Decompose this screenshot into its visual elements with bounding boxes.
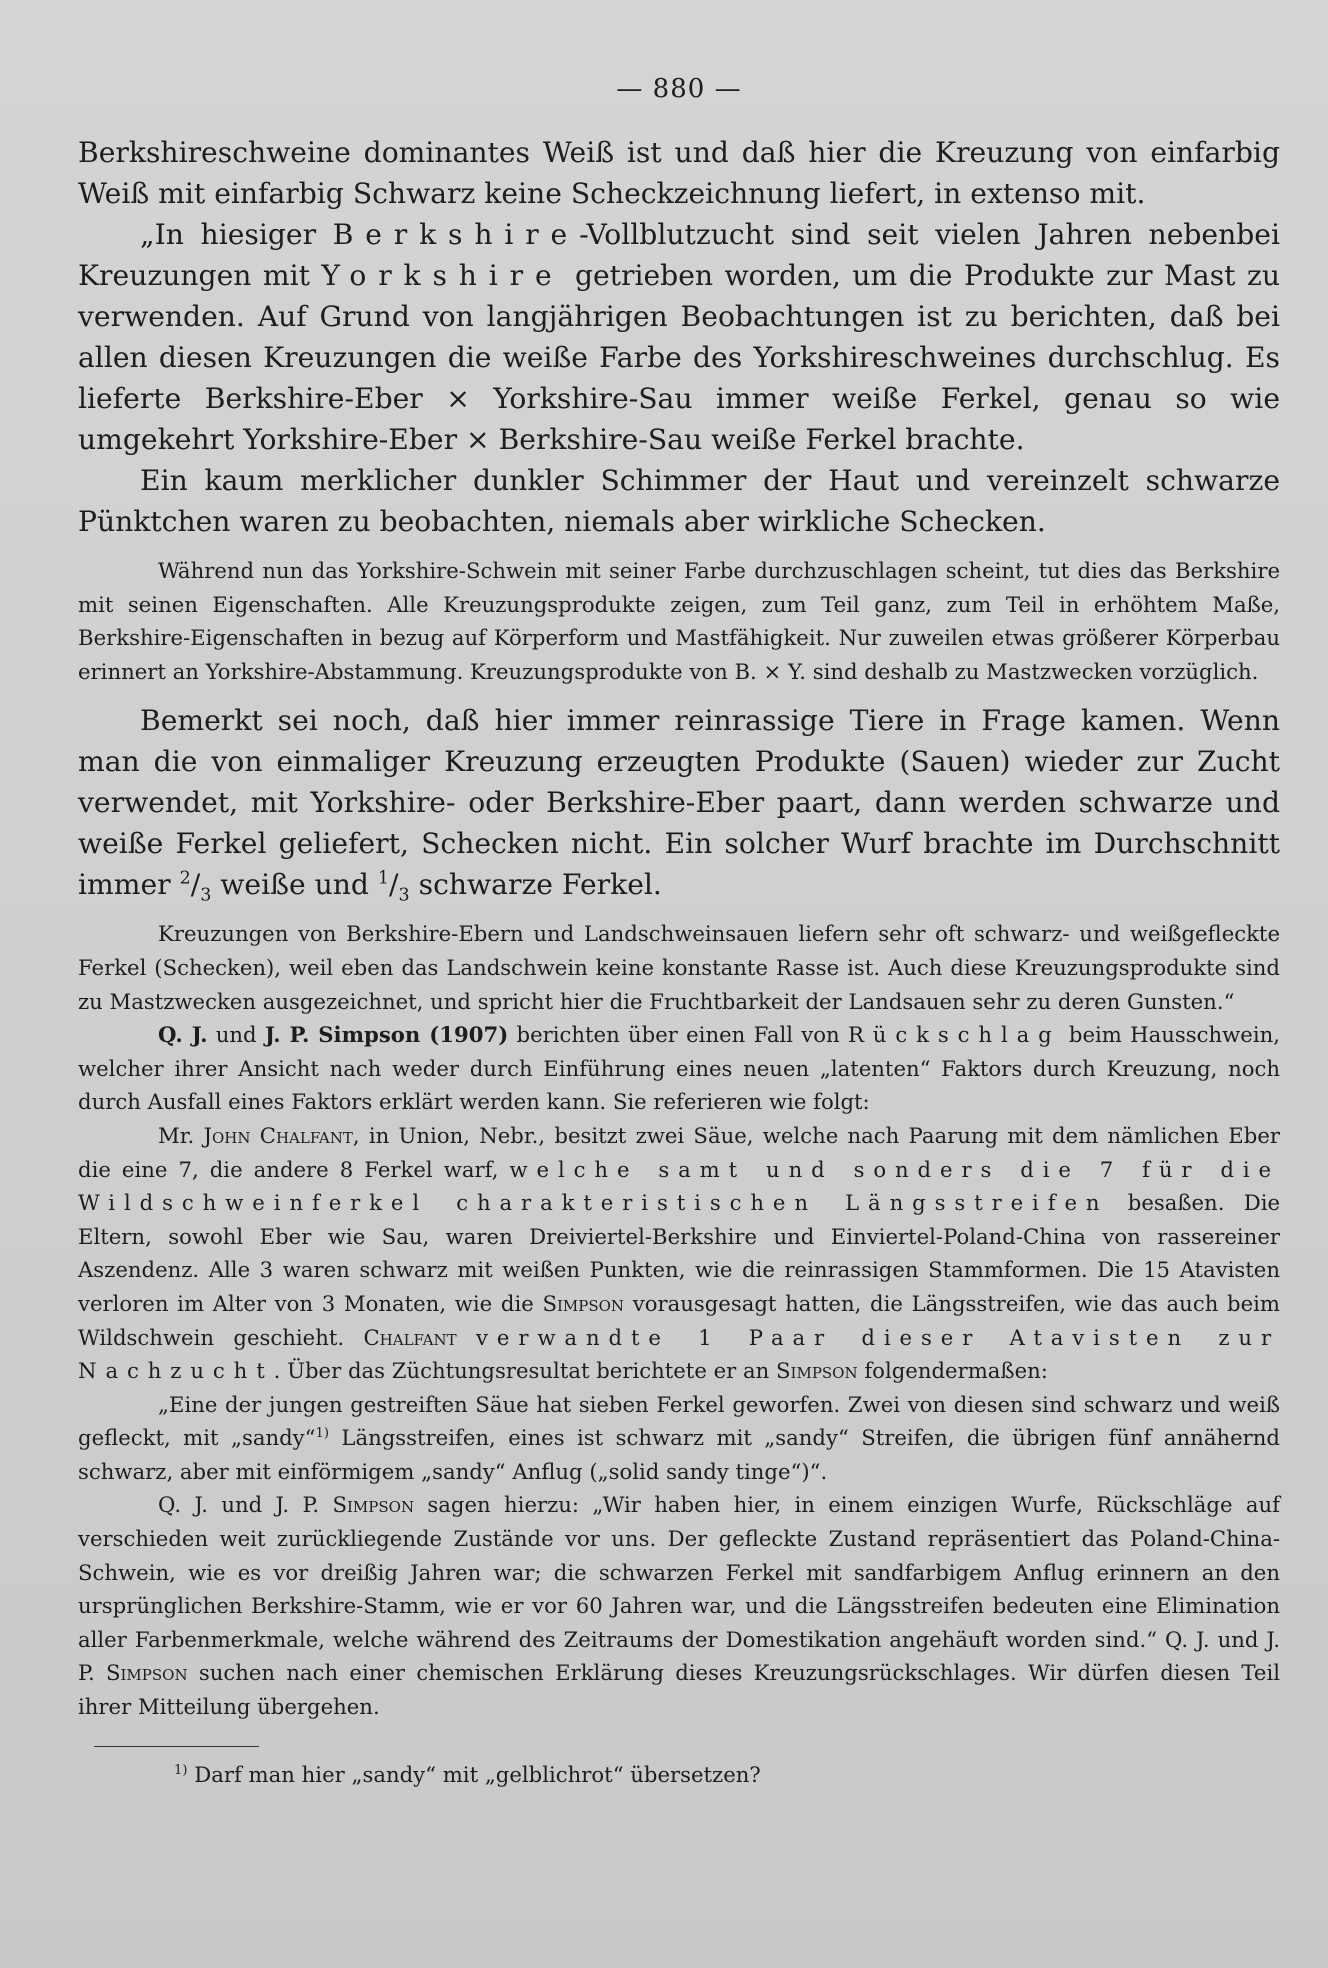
paragraph-9	[78, 1388, 1280, 1489]
spaced-word: Yorkshire	[321, 259, 564, 292]
paragraph-5: Bemerkt sei noch, daß hier immer reinrassige Tiere in Frage kamen. Wenn man die von einmaliger Kreuzung erzeugten Produkte (Sauen) wieder zur Zucht verwendet, mit Yorkshire- oder Berkshire-Eber paart, dann werden schwarze und weiße Ferkel geliefert, Schecken nicht. Ein solcher Wurf brachte im Durchschnitt immer $^2/_3$ weiße und $^1/_3$ schwarze Ferkel.	[78, 704, 1280, 907]
fraction-numerator: 1	[377, 868, 390, 889]
author-citation: J. P. Simpson (1907)	[264, 1022, 509, 1048]
text: und	[207, 1022, 265, 1048]
text: Bemerkt sei noch, daß hier immer reinrassige Tiere in Frage kamen. Wenn man die von einmaliger Kreuzung erzeugten Produkte (Sauen) wieder zur Zucht verwendet, mit Yorkshire- oder Berkshire-Eber paart, dann werden schwarze und weiße Ferkel geliefert, Schecken nicht. Ein solcher Wurf brachte im Durchschnitt immer	[78, 704, 1280, 902]
fraction-numerator: 2	[179, 868, 191, 889]
paragraph-6: Kreuzungen von Berkshire-Ebern und Landschweinsauen liefern sehr oft schwarz- und weißgefleckte Ferkel (Schecken), weil eben das Landschwein keine konstante Rasse ist. Auch diese Kreuzungsprodukte sind zu Mastzwecken ausgezeichnet, und spricht hier die Fruchtbarkeit der Landsauen sehr zu deren Gunsten.“	[78, 921, 1280, 1014]
paragraph-1: Berkshireschweine dominantes Weiß ist und daß hier die Kreuzung von einfarbig Weiß mit einfarbig Schwarz keine Scheckzeichnung liefert, in extenso mit.	[78, 136, 1280, 210]
paragraph-8	[78, 1119, 1280, 1388]
paragraph-4: Während nun das Yorkshire-Schwein mit seiner Farbe durchzuschlagen scheint, tut dies das Berkshire mit seinen Eigenschaften. Alle Kreuzungsprodukte zeigen, zum Teil ganz, zum Teil in erhöhtem Maße, Berkshire-Eigenschaften in bezug auf Körperform und Mastfähigkeit. Nur zuweilen etwas größerer Körperbau erinnert an Yorkshire-Abstammung. Kreuzungsprodukte von B. × Y. sind deshalb zu Mastzwecken vorzüglich.	[78, 558, 1280, 684]
person-name: Simpson	[776, 1358, 858, 1384]
person-name: Simpson	[105, 1660, 188, 1686]
author-name: Q. J.	[158, 1022, 208, 1048]
person-name: John Chalfant	[203, 1122, 353, 1148]
fraction-denominator: 3	[200, 886, 212, 907]
page-number: — 880 —	[616, 74, 742, 104]
fraction-denominator: 3	[398, 886, 410, 907]
text: Längsstreifen, eines ist schwarz mit „sandy“ Streifen, die übrigen fünf annähernd schwarz, aber mit einförmigem „sandy“ Anflug („solid sandy tinge“)“.	[78, 1425, 1280, 1484]
text: Mr.	[158, 1122, 204, 1148]
spaced-word: Rückschlag	[847, 1022, 1061, 1048]
text: Q. J. und J. P.	[158, 1492, 333, 1518]
text: . Über das Züchtungsresultat berichtete er an	[273, 1358, 777, 1384]
footnote-divider	[94, 1746, 259, 1747]
footnote-text: Darf man hier „sandy“ mit „gelblichrot“ übersetzen?	[187, 1761, 761, 1787]
text: „Eine der jungen gestreiften Säue hat sieben Ferkel geworfen. Zwei von diesen sind schwarz und weiß gefleckt, mit „sandy“	[78, 1391, 1280, 1451]
paragraph-3: Ein kaum merklicher dunkler Schimmer der Haut und vereinzelt schwarze Pünktchen waren zu beobachten, niemals aber wirkliche Schecken.	[78, 464, 1280, 538]
text: „In hiesiger	[140, 218, 333, 251]
spaced-word: Berkshire	[332, 218, 580, 251]
spaced-phrase: verwandte 1 Paar dieser Atavisten zur Nachzucht	[78, 1324, 1280, 1384]
text: schwarze Ferkel.	[409, 868, 662, 902]
spaced-phrase: welche samt und sonders die 7 für die Wildschweinferkel charakteristischen Längsstreifen	[78, 1156, 1280, 1216]
footnote-mark: 1)	[174, 1762, 188, 1778]
person-name: Chalfant	[363, 1324, 457, 1350]
text: folgendermaßen:	[857, 1358, 1048, 1384]
paragraph-7	[78, 1018, 1280, 1119]
text: vorausgesagt hatten, die Längsstreifen, wie das auch beim Wildschwein geschieht.	[78, 1290, 1280, 1350]
footnote	[78, 1759, 1280, 1791]
text: , in Union, Nebr., besitzt zwei Säue, welche nach Paarung mit dem nämlichen Eber die eine 7, die andere 8 Ferkel warf,	[78, 1122, 1280, 1182]
text: besaßen. Die Eltern, sowohl Eber wie Sau, waren Dreiviertel-Berkshire und Einviertel-Poland-China von rassereiner Aszendenz. Alle 3 waren schwarz mit weißen Punkten, wie die reinrassigen Stammformen. Die 15 Atavisten verloren im Alter von 3 Monaten, wie die	[78, 1190, 1281, 1316]
person-name: Simpson	[332, 1492, 415, 1518]
text: berichten über einen Fall von	[508, 1022, 848, 1048]
text: sagen hierzu: „Wir haben hier, in einem einzigen Wurfe, Rückschläge auf verschieden weit zurückliegende Zustände vor uns. Der gefleckte Zustand repräsentiert das Poland-China-Schwein, wie es vor dreißig Jahren war; die schwarzen Ferkel mit sandfarbigem Anflug erinnern an den ursprünglichen Berkshire-Stamm, wie er vor 60 Jahren war, und die Längsstreifen bedeuten eine Elimination aller Farbenmerkmale, welche während des Zeitraums der Domestikation angehäuft worden sind.“ Q. J. und J. P.	[78, 1492, 1280, 1686]
text: suchen nach einer chemischen Erklärung dieses Kreuzungsrückschlages. Wir dürfen diesen Teil ihrer Mitteilung übergehen.	[78, 1660, 1280, 1720]
text: beim Hausschwein, welcher ihrer Ansicht nach weder durch Einführung eines neuen „latenten“ Faktors durch Kreuzung, noch durch Ausfall eines Faktors erklärt werden kann. Sie referieren wie folgt:	[78, 1022, 1280, 1115]
paragraph-10	[78, 1488, 1280, 1723]
text: weiße und	[211, 868, 378, 902]
text: getrieben worden, um die Produkte zur Mast zu verwenden. Auf Grund von langjährigen Beobachtungen ist zu berichten, daß bei allen diesen Kreuzungen die weiße Farbe des Yorkshireschweines durchschlug. Es lieferte Berkshire-Eber × Yorkshire-Sau immer weiße Ferkel, genau so wie umgekehrt Yorkshire-Eber × Berkshire-Sau weiße Ferkel brachte.	[78, 259, 1280, 456]
footnote-ref: 1)	[315, 1426, 329, 1442]
text: -Vollblutzucht sind seit vielen Jahren nebenbei Kreuzungen mit	[78, 218, 1281, 292]
text	[457, 1325, 476, 1350]
paragraph-2	[78, 214, 1280, 460]
person-name: Simpson	[542, 1290, 625, 1316]
